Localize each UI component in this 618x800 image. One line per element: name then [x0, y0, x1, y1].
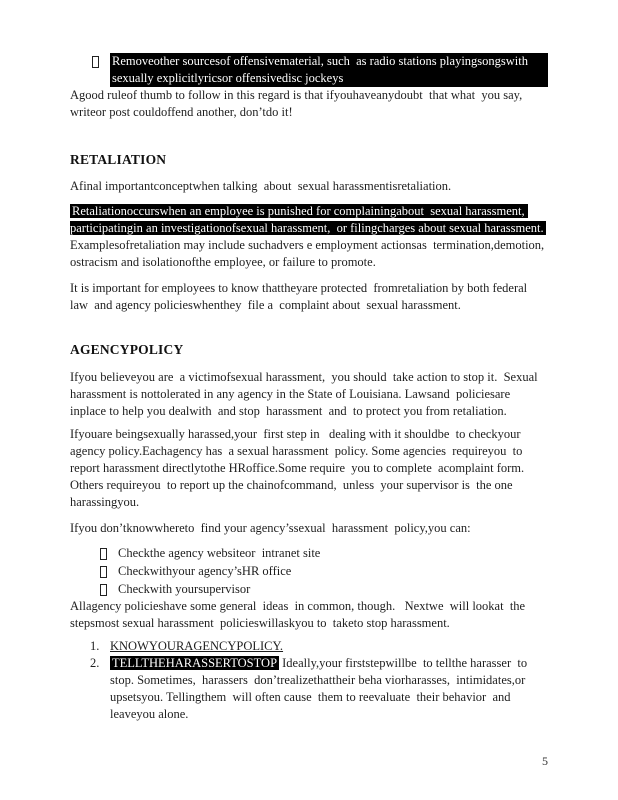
- paragraph-retaliation-protection: It is important for employees to know thattheyare protected fromretaliation by both federal law and agency policieswhenthey file a complaint about sexual harassment.: [70, 281, 531, 312]
- list-item: [70, 53, 548, 87]
- definition-examples-text: Examplesofretaliation may include suchadvers e employment actionsas termination,demotion, ostracism and isolationofthe employee, or failure to promote.: [70, 221, 549, 269]
- paragraph-common-ideas: Allagency policieshave some general ideas in common, though. Nextwe will lookat the stepsmost sexual harassment policieswillaskyou to taketo stop harassment.: [70, 599, 529, 630]
- section-heading-agency-policy: AGENCYPOLICY: [70, 342, 184, 357]
- bullet-text: Checkwith yoursupervisor: [118, 582, 251, 596]
- missing-glyph-bullet-icon: [100, 548, 107, 560]
- step-title: KNOWYOURAGENCYPOLICY.: [110, 639, 284, 653]
- highlighted-definition-text: Retaliationoccurswhen an employee is punished for complainingabout sexual harassment, participatingin an investigationofsexual harassment, or filingcharges about sexual harassment.: [70, 204, 544, 235]
- missing-glyph-bullet-icon: [100, 584, 107, 596]
- bullet-text: Checkwithyour agency’sHR office: [118, 564, 292, 578]
- highlighted-step-title: TELLTHEHARASSERTOSTOP: [112, 656, 278, 670]
- step-item-know-policy: [70, 638, 548, 655]
- paragraph-retaliation-definition: [70, 203, 548, 271]
- paragraph-retaliation-intro: Afinal importantconceptwhen talking about sexual harassmentisretaliation.: [70, 179, 452, 193]
- harassment-steps-list: [70, 638, 548, 723]
- step-number: 1.: [90, 639, 100, 653]
- highlighted-bullet-text: Removeother sourcesof offensivematerial, such as radio stations playingsongswith sexually explicitlyricsor offensivedisc jockeys: [110, 53, 548, 87]
- missing-glyph-bullet-icon: [92, 56, 99, 68]
- list-item: [70, 544, 548, 562]
- paragraph-where-to-find: Ifyou don’tknowwhereto find your agency’ssexual harassment policy,you can:: [70, 521, 471, 535]
- step-item-tell-harasser: [70, 655, 548, 723]
- missing-glyph-bullet-icon: [100, 566, 107, 578]
- list-item: [70, 580, 548, 598]
- paragraph-take-action: Ifyou believeyou are a victimofsexual harassment, you should take action to stop it. Sexual harassment is nottolerated in any agency in the State of Louisiana. Lawsand policiesare inplace to help you dealwith and stop harassment and to protect you from retaliation.: [70, 370, 541, 418]
- list-item: [70, 562, 548, 580]
- paragraph-rule-of-thumb: Agood ruleof thumb to follow in this regard is that ifyouhaveanydoubt that what you say, writeor post couldoffend another, don’tdo it!: [70, 88, 526, 119]
- step-number: 2.: [90, 656, 100, 670]
- page-number: 5: [542, 754, 548, 768]
- step-text: Ideally,your firststepwillbe to tellthe harasser to stop. Sometimes, harassers don’trealizethattheir beha viorharasses, intimidates,or upsetsyou. Tellingthem will often cause them to reevaluate their behavior and leaveyou alone.: [110, 656, 531, 721]
- bullet-text: Checkthe agency websiteor intranet site: [118, 546, 321, 560]
- policy-lookup-bullet-list: [70, 544, 548, 598]
- offensive-sources-bullet-list: [70, 53, 548, 87]
- paragraph-first-step: Ifyouare beingsexually harassed,your first step in dealing with it shouldbe to checkyour agency policy.Eachagency has a sexual harassment policy. Some agencies requireyou to report harassment directlytothe HRoffice.Some require you to complete acomplaint form. Others requireyou to report up the chainofcommand, unless your supervisor is the one harassingyou.: [70, 427, 531, 509]
- section-heading-retaliation: RETALIATION: [70, 152, 167, 167]
